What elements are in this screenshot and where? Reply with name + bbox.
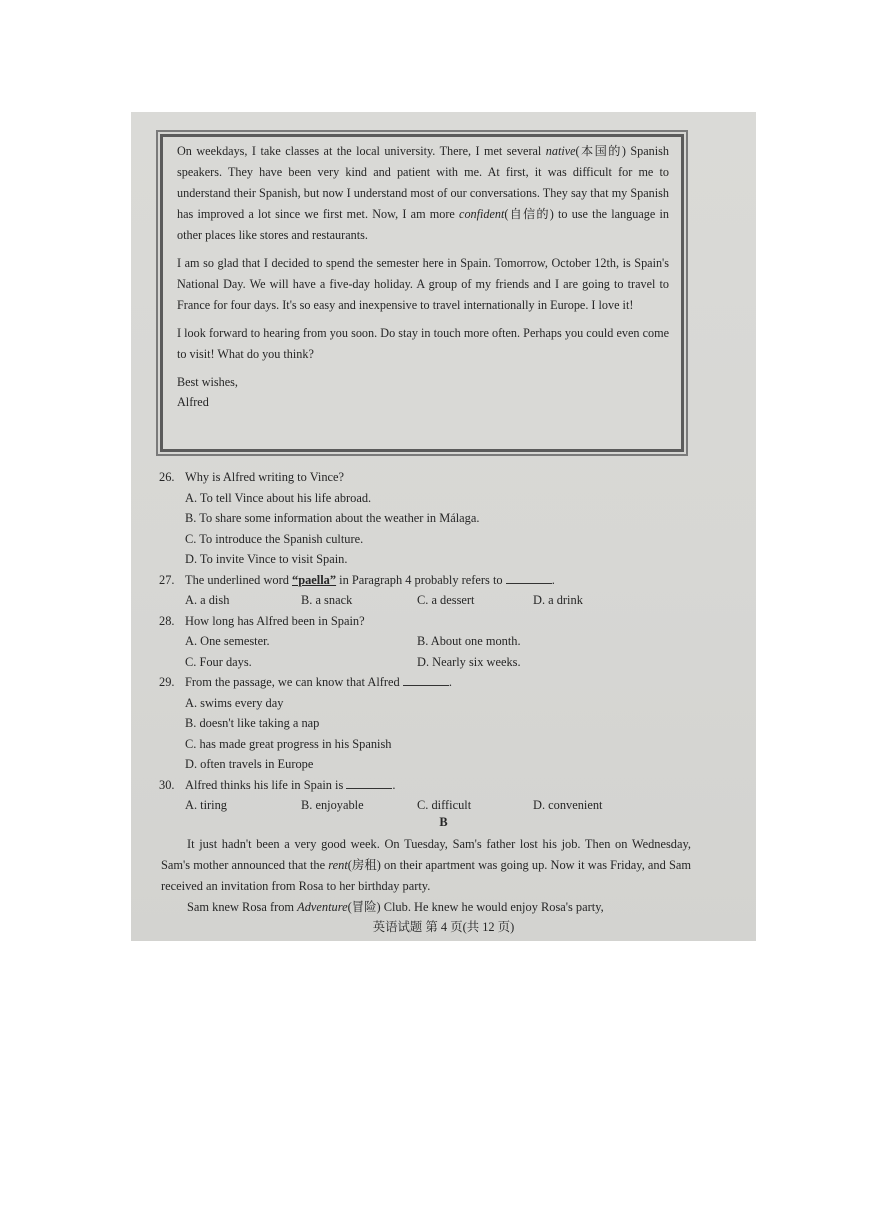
closing-phrase: Best wishes, bbox=[177, 375, 238, 389]
question-26: 26. Why is Alfred writing to Vince? bbox=[159, 470, 345, 484]
question-30: 30. Alfred thinks his life in Spain is . bbox=[159, 777, 396, 792]
option: D. often travels in Europe bbox=[185, 757, 314, 771]
passage-paragraph-1: It just hadn't been a very good week. On Tuesday, Sam's father lost his job. Then on Wednesday, Sam's mother announced that the rent(房租) on their apartment was going up. Now it was Friday, and Sam received an invitation from Rosa to her birthday party. bbox=[161, 837, 691, 893]
question-28: 28. How long has Alfred been in Spain? bbox=[159, 613, 365, 628]
passage-paragraph-2: Sam knew Rosa from Adventure(冒险) Club. He knew he would enjoy Rosa's party, bbox=[187, 900, 604, 914]
signature: Alfred bbox=[177, 395, 209, 409]
option: A. One semester. bbox=[185, 634, 270, 648]
option: C. To introduce the Spanish culture. bbox=[185, 531, 364, 546]
letter-box bbox=[160, 134, 684, 452]
option: B. a snack bbox=[301, 593, 353, 607]
option-row bbox=[159, 590, 699, 611]
option: B. To share some information about the weather in Málaga. bbox=[185, 511, 480, 525]
option-row bbox=[159, 631, 699, 652]
question-list bbox=[159, 467, 699, 816]
option: D. To invite Vince to visit Spain. bbox=[185, 552, 348, 566]
exam-page-photo bbox=[131, 112, 756, 941]
question-27: 27. The underlined word “paella” in Paragraph 4 probably refers to . bbox=[159, 572, 555, 587]
passage-b bbox=[161, 834, 691, 918]
letter-paragraph-1: On weekdays, I take classes at the local university. There, I met several native(本国的) Spanish speakers. They have been very kind and patient with me. At first, it was difficult for me to understand their Spanish, but now I understand most of our conversations. They say that my Spanish has improved a lot since we first met. Now, I am more confident(自信的) to use the language in other places like stores and restaurants. bbox=[177, 144, 669, 242]
option: B. doesn't like taking a nap bbox=[185, 716, 320, 730]
option: A. swims every day bbox=[185, 695, 284, 710]
option: D. a drink bbox=[533, 593, 583, 607]
option: A. tiring bbox=[185, 798, 227, 812]
option: D. convenient bbox=[533, 798, 603, 812]
option: C. Four days. bbox=[185, 654, 252, 669]
option: C. difficult bbox=[417, 798, 472, 812]
option: C. has made great progress in his Spanish bbox=[185, 736, 392, 751]
section-heading: B bbox=[439, 815, 448, 829]
option: B. enjoyable bbox=[301, 798, 364, 812]
option-row bbox=[159, 795, 699, 816]
answer-blank bbox=[403, 673, 449, 686]
option: A. To tell Vince about his life abroad. bbox=[185, 490, 372, 505]
answer-blank bbox=[506, 571, 552, 584]
option-row bbox=[159, 652, 699, 673]
answer-blank bbox=[346, 776, 392, 789]
option: A. a dish bbox=[185, 593, 230, 607]
option: B. About one month. bbox=[417, 634, 521, 648]
question-29: 29. From the passage, we can know that Alfred . bbox=[159, 675, 452, 689]
underlined-word: “paella” bbox=[292, 572, 337, 587]
letter-paragraph-3: I look forward to hearing from you soon. Do stay in touch more often. Perhaps you could even come to visit! What do you think? bbox=[177, 326, 669, 361]
letter-paragraph-2: I am so glad that I decided to spend the semester here in Spain. Tomorrow, October 12th, is Spain's National Day. We will have a five-day holiday. A group of my friends and I are going to travel to France for four days. It's so easy and inexpensive to travel internationally in Europe. I love it! bbox=[177, 256, 669, 312]
option: C. a dessert bbox=[417, 593, 475, 607]
letter-closing bbox=[177, 372, 669, 412]
page-footer: 英语试题 第 4 页(共 12 页) bbox=[372, 920, 515, 934]
option: D. Nearly six weeks. bbox=[417, 654, 521, 669]
